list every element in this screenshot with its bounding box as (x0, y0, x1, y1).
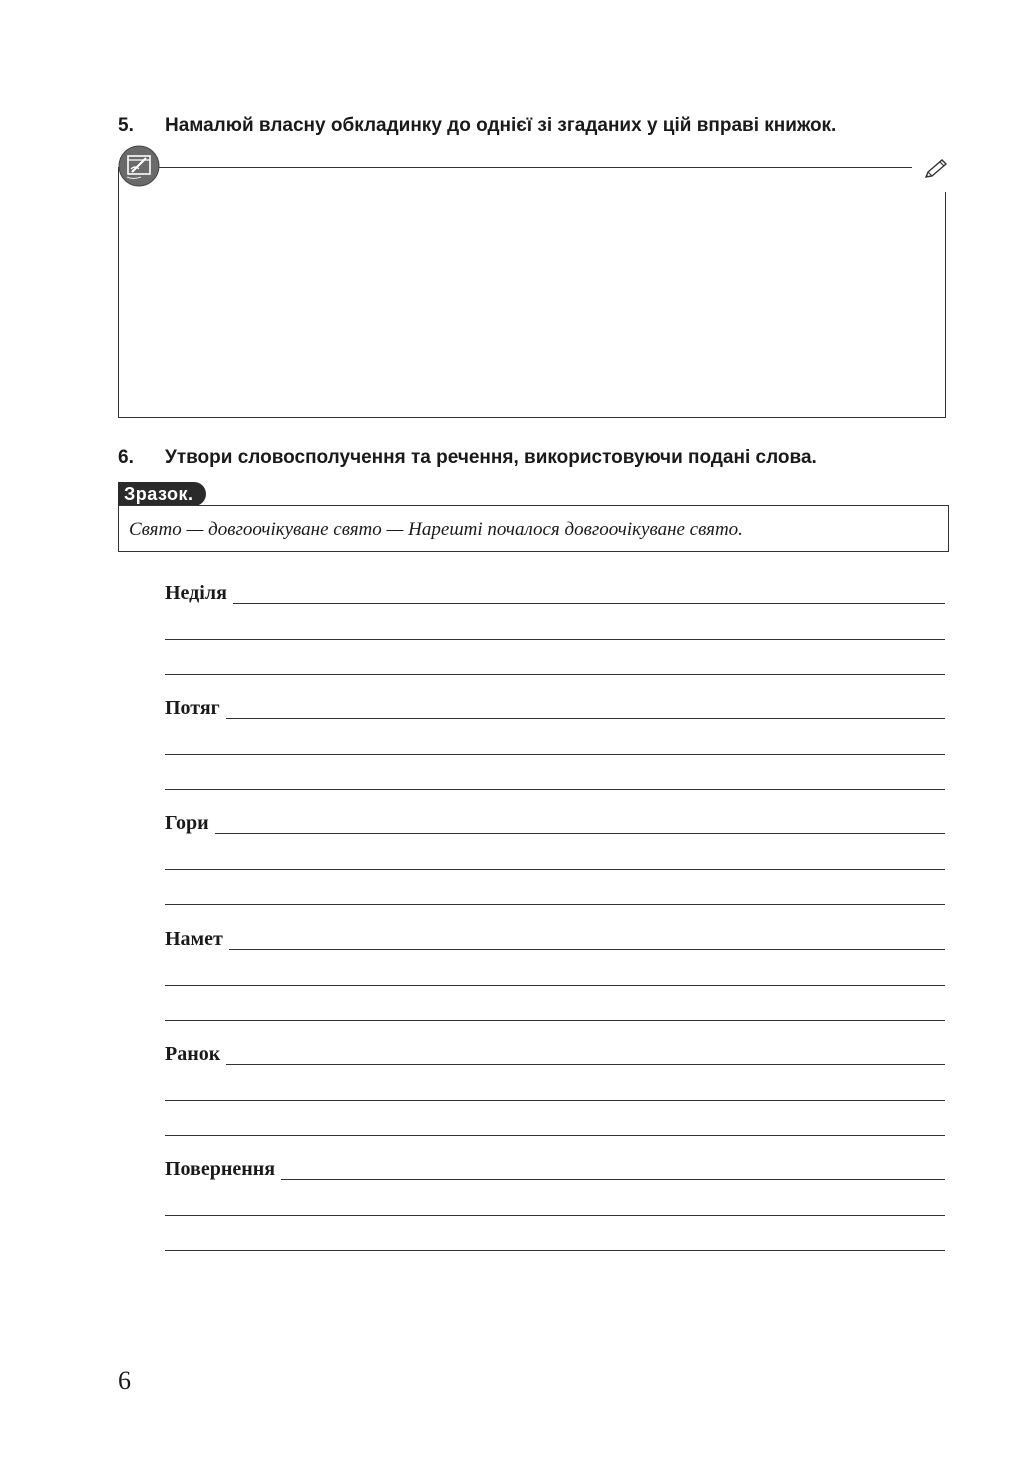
sample-text: Свято — довгоочікуване свято — Нарешті почалося довгоочікуване свято. (129, 519, 743, 540)
task-6-title (118, 447, 817, 469)
write-line[interactable] (165, 718, 945, 719)
write-line[interactable] (165, 1215, 945, 1216)
drawing-area-top-border (150, 167, 912, 168)
write-line[interactable] (165, 789, 945, 790)
write-line[interactable] (165, 639, 945, 640)
write-line[interactable] (165, 833, 945, 834)
word-label: Гори (165, 812, 215, 835)
word-label: Повернення (165, 1158, 281, 1181)
write-line[interactable] (165, 674, 945, 675)
write-line[interactable] (165, 1020, 945, 1021)
write-line[interactable] (165, 603, 945, 604)
word-label: Ранок (165, 1043, 226, 1066)
write-line[interactable] (165, 1179, 945, 1180)
write-line[interactable] (165, 1064, 945, 1065)
word-block-nedilia (165, 582, 945, 682)
task-6-number: 6. (118, 447, 134, 468)
write-line[interactable] (165, 1250, 945, 1251)
word-label: Неділя (165, 582, 233, 605)
drawing-icon (118, 145, 160, 187)
word-block-potiah (165, 697, 945, 797)
word-block-povernennia (165, 1158, 945, 1258)
word-label: Намет (165, 928, 229, 951)
write-line[interactable] (165, 754, 945, 755)
write-line[interactable] (165, 869, 945, 870)
word-block-ranok (165, 1043, 945, 1143)
sample-badge: Зразок. (118, 482, 206, 506)
word-block-namet (165, 928, 945, 1028)
drawing-area[interactable] (118, 167, 946, 418)
write-line[interactable] (165, 1100, 945, 1101)
page-number: 6 (118, 1366, 131, 1395)
sample-box (118, 505, 949, 552)
task-5-title (118, 115, 836, 137)
task-6-text: Утвори словосполучення та речення, використовуючи подані слова. (165, 447, 817, 468)
write-line[interactable] (165, 949, 945, 950)
word-block-hory (165, 812, 945, 912)
write-line[interactable] (165, 904, 945, 905)
pencil-icon (922, 157, 950, 181)
word-label: Потяг (165, 697, 226, 720)
task-5-text: Намалюй власну обкладинку до однієї зі згаданих у цій вправі книжок. (165, 115, 837, 136)
task-5-number: 5. (118, 115, 134, 136)
write-line[interactable] (165, 1135, 945, 1136)
write-line[interactable] (165, 985, 945, 986)
